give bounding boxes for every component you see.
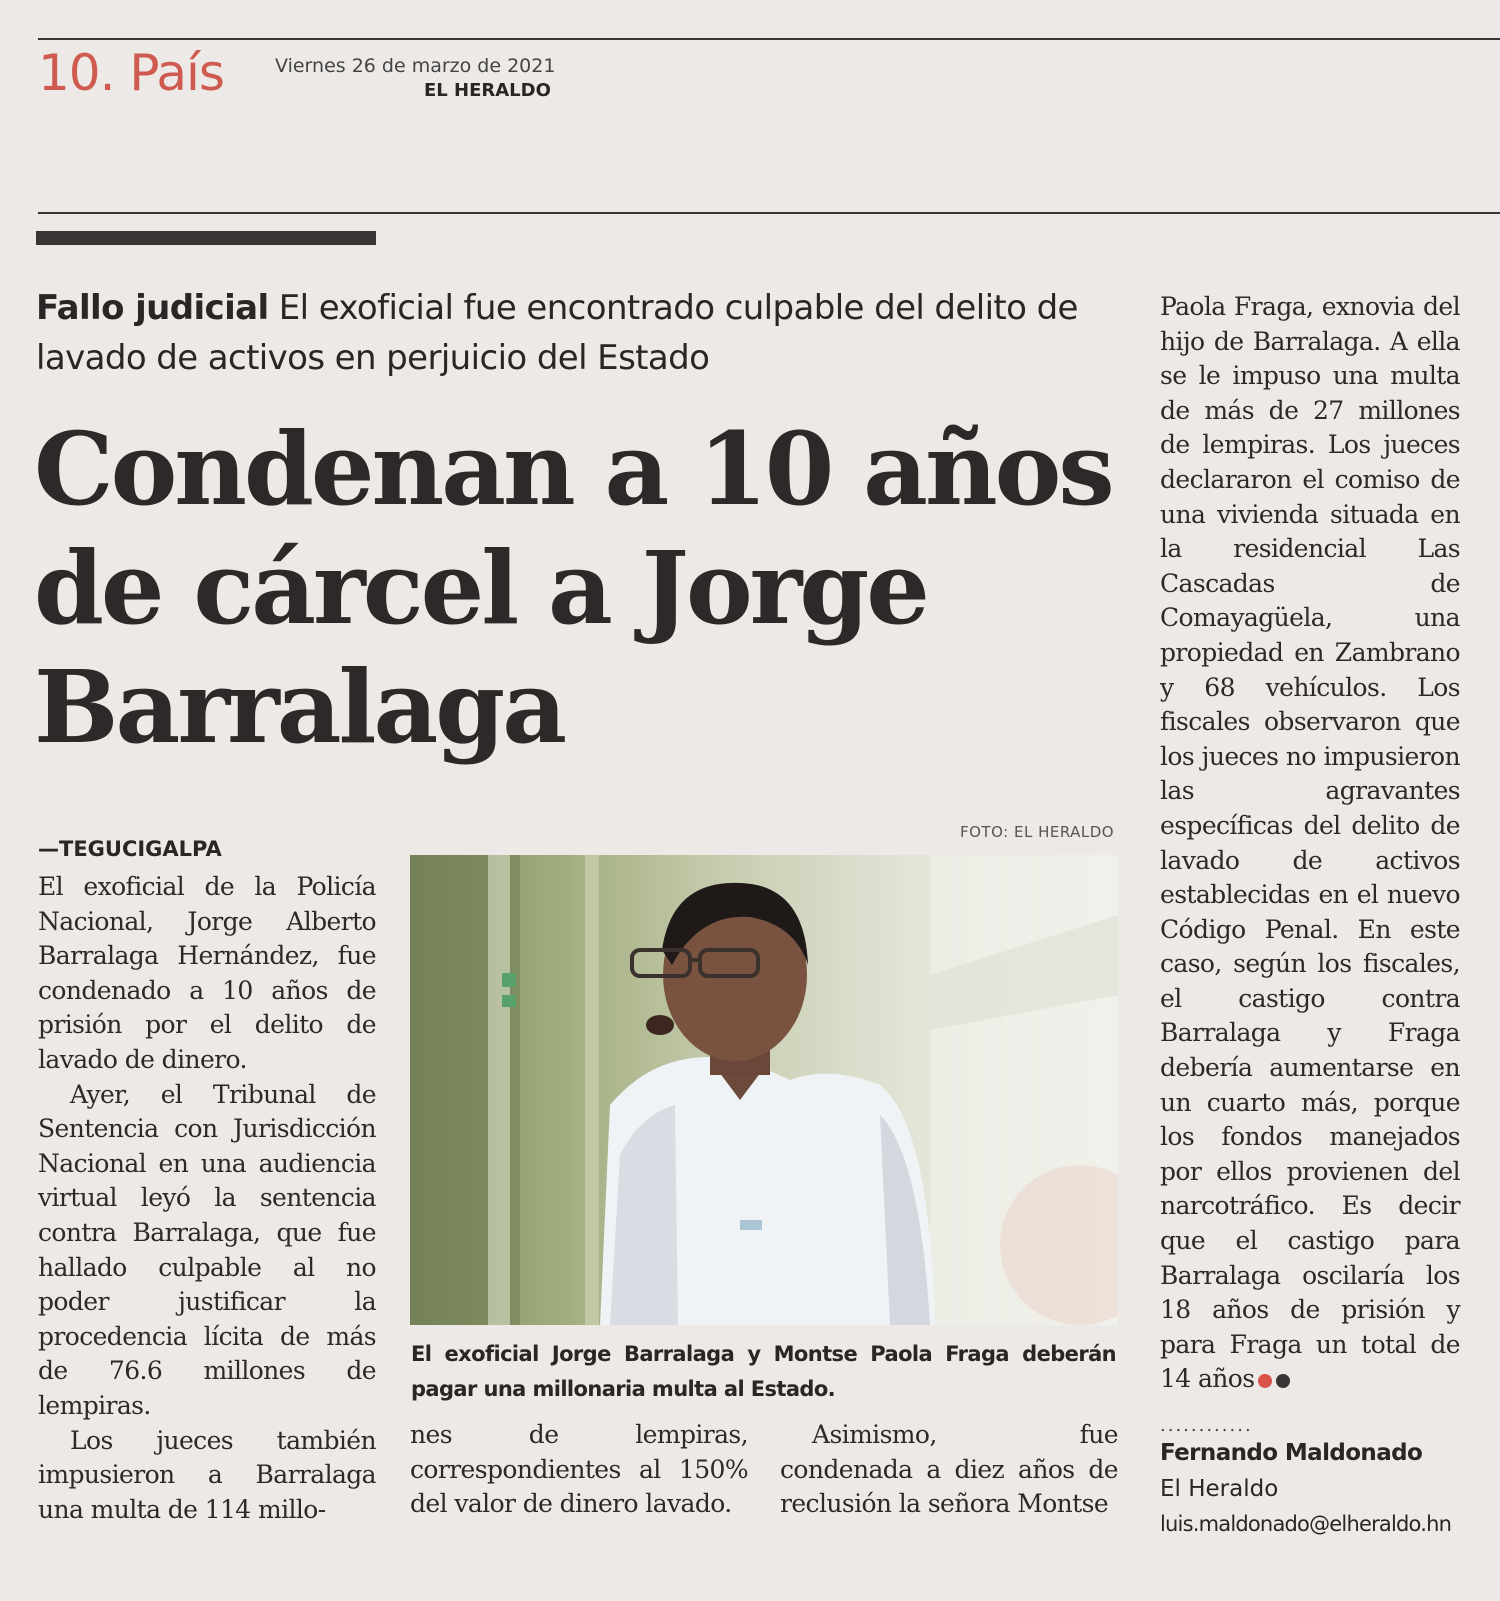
kicker-label: Fallo judicial <box>36 288 269 328</box>
paragraph: Asimismo, fue condenada a diez años de reclusión la señora Montse <box>780 1420 1118 1519</box>
header-bottom-rule <box>38 212 1500 214</box>
article-kicker <box>36 283 1126 383</box>
paragraph: nes de lempiras, correspondientes al 150% del valor de dinero lavado. <box>410 1420 748 1519</box>
end-mark-red-dot <box>1258 1374 1272 1388</box>
article-column-4 <box>1160 290 1460 1397</box>
byline-email: luis.maldonado@elheraldo.hn <box>1160 1512 1452 1536</box>
publication-date: Viernes 26 de marzo de 2021 <box>275 55 556 77</box>
paragraph-text: Paola Fraga, exnovia del hijo de Barralaga. A ella se le impuso una multa de más de 27 millones de lempiras. Los jueces declararon el comiso de una vivienda situada en la residencial Las Cascadas de Comayagüela, una propiedad en Zambrano y 68 vehículos. Los fiscales observaron que los jueces no impusieron las agravantes específicas del delito de lavado de activos establecidas en el nuevo Código Penal. En este caso, según los fiscales, el castigo contra Barralaga y Fraga debería aumentarse en un cuarto más, porque los fondos manejados por ellos provienen del narcotráfico. Es decir que el castigo para Barralaga oscilaría los 18 años de prisión y para Fraga un total de 14 años <box>1160 292 1460 1394</box>
top-rule <box>38 38 1500 40</box>
article-dateline: —TEGUCIGALPA <box>38 837 222 861</box>
paragraph: El exoficial de la Policía Nacional, Jorge Alberto Barralaga Hernández, fue condenado a 10 años de prisión por el delito de lavado de dinero. <box>38 872 376 1074</box>
byline-organization: El Heraldo <box>1160 1476 1279 1502</box>
photo-credit: FOTO: EL HERALDO <box>960 823 1115 841</box>
paragraph: Los jueces también impusieron a Barralaga una multa de 114 millo- <box>38 1425 376 1524</box>
byline-separator: ............ <box>1160 1415 1253 1436</box>
kicker-accent-bar <box>36 231 376 245</box>
article-column-1 <box>38 870 376 1527</box>
article-column-2 <box>410 1418 748 1522</box>
paragraph: Ayer, el Tribunal de Sentencia con Jurisdicción Nacional en una audiencia virtual leyó la sentencia contra Barralaga, que fue hallado culpable al no poder justificar la procedencia lícita de más de 76.6 millones de lempiras. <box>38 1079 376 1420</box>
article-headline: Condenan a 10 años de cárcel a Jorge Barralaga <box>34 410 1112 766</box>
paragraph <box>1160 290 1460 1397</box>
kicker-text: El exoficial fue encontrado culpable del delito de lavado de activos en perjuicio del Estado <box>36 288 1078 378</box>
article-column-3 <box>780 1418 1118 1522</box>
article-photo <box>410 855 1118 1325</box>
photo-illustration <box>410 855 1118 1325</box>
byline-author: Fernando Maldonado <box>1160 1440 1423 1466</box>
newspaper-name: EL HERALDO <box>424 80 551 101</box>
photo-caption: El exoficial Jorge Barralaga y Montse Paola Fraga deberán pagar una millonaria multa al Estado. <box>411 1342 1116 1401</box>
end-mark-dark-dot <box>1276 1374 1290 1388</box>
section-title: 10. País <box>38 44 224 102</box>
